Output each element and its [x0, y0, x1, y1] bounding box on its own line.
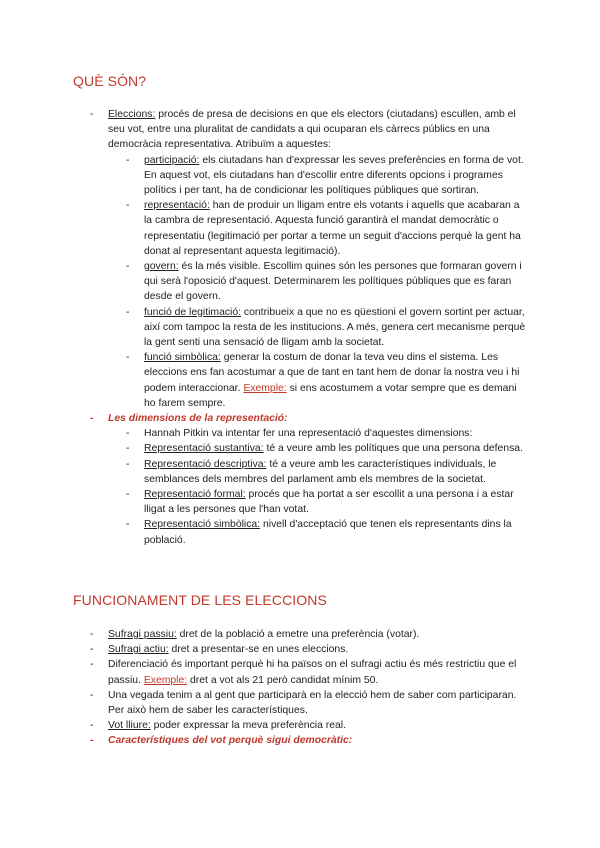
definition: Una vegada tenim a al gent que participarà en la elecció hem de saber com participaran. Per això hem de saber les característiques. — [108, 689, 517, 717]
term: Representació sustantiva: — [144, 443, 264, 455]
list-item-characteristics — [90, 733, 530, 748]
list-item-eleccions — [90, 107, 530, 411]
definition: nivell d'acceptació que tenen els representants dins la població. — [144, 519, 512, 546]
definition: procés que ha portat a ser escollit a una persona i a estar lligat a les persones que l'han votat. — [144, 489, 514, 516]
example-text: dret a vot als 21 però candidat mínim 50. — [187, 674, 379, 686]
section-title-que-son: QUÈ SÓN? — [73, 73, 147, 89]
function-item — [126, 259, 530, 305]
term: Sufragi actiu: — [108, 644, 169, 656]
definition: té a veure amb les característiques individuals, le semblances dels membres del parlament amb els membres de la societat. — [144, 458, 497, 485]
dimension-item — [126, 441, 530, 456]
intro-text: Hannah Pitkin va intentar fer una representació d'aquestes dimensions: — [144, 428, 473, 440]
definition: dret a presentar-se en unes eleccions. — [168, 644, 349, 656]
term: funció simbòlica: — [144, 352, 221, 364]
list-item — [90, 657, 530, 687]
function-item — [126, 350, 530, 411]
function-item — [126, 305, 530, 351]
definition: contribueix a que no es qüestioni el govern sortint per actuar, així com tampoc la resta de les institucions. A més, genera cert mecanisme perquè la gent senti una sensació de lligam amb la societat. — [144, 306, 526, 349]
definition: és la més visible. Escollim quines són les persones que formaran govern i qui serà l'oposició d'aquest. Determinarem les polítiques públiques que es faran desde el govern. — [144, 261, 522, 303]
list-item — [90, 688, 530, 718]
term: participació: — [144, 154, 200, 166]
section-title-funcionament: FUNCIONAMENT DE LES ELECCIONS — [73, 592, 327, 608]
term: Sufragi passiu: — [108, 629, 177, 640]
dimensions-list — [108, 426, 530, 548]
term: govern: — [144, 261, 179, 273]
dimensions-heading: Les dimensions de la representació: — [108, 413, 288, 425]
term: Vot lliure: — [108, 720, 151, 732]
list-item — [90, 718, 530, 733]
term: Representació simbòlica: — [144, 519, 261, 531]
dimension-intro — [126, 426, 530, 441]
definition: té a veure amb les polítiques que una persona defensa. — [263, 443, 523, 455]
term-eleccions: Eleccions: — [108, 109, 156, 120]
definition: poder expressar la meva preferència real. — [150, 720, 346, 732]
functions-list — [108, 153, 530, 411]
dimension-item — [126, 487, 530, 517]
term: representació: — [144, 200, 210, 212]
characteristics-heading: Característiques del vot perquè sigui democràtic: — [108, 735, 353, 747]
example-label: Exemple: — [143, 674, 188, 686]
term: funció de legitimació: — [144, 306, 242, 318]
list-item-dimensions — [90, 411, 530, 548]
term: Representació descriptiva: — [144, 458, 267, 470]
definition: generar la costum de donar la teva veu dins el sistema. Les eleccions ens fan acostumar a que de tant en tant hem de donar la nostra veu i hi podem interaccionar. — [144, 352, 520, 394]
dimension-item — [126, 517, 530, 547]
definition: els ciutadans han d'expressar les seves preferències en forma de vot. En aquest vot, els ciutadans han d'escollir entre diferents opcions i programes polítics i per tant, ha de condicionar les polítiques públiques que sortiran. — [144, 154, 524, 197]
definition: Diferenciació és important perquè hi ha països on el sufragi actiu és més restrictiu que el passiu. — [108, 659, 517, 686]
function-item — [126, 198, 530, 259]
list-item — [90, 627, 530, 642]
example-text: si ens acostumem a votar sempre que es demani ho farem sempre. — [144, 382, 517, 409]
function-item — [126, 153, 530, 199]
term: Representació formal: — [144, 489, 246, 501]
list-item — [90, 642, 530, 657]
definition: dret de la població a emetre una preferència (votar). — [176, 629, 420, 640]
dimension-item — [126, 457, 530, 487]
definition: han de produir un lligam entre els votants i aquells que acabaran a la cambra de representació. Aquesta funció garantirà el mandat democràtic o representatiu (legitimació per portar a terme un seguit d'accions perquè la gent ha donat al representant aquesta legitimació). — [144, 200, 521, 257]
example-label: Exemple: — [243, 382, 287, 394]
definition-eleccions: procés de presa de decisions en que els electors (ciutadans) escullen, amb el seu vot, entre una pluralitat de candidats a qui ocuparan els càrrecs públics en una democràcia representativa. Atribuïm a aquestes: — [108, 109, 516, 151]
section-list-funcionament — [90, 627, 530, 749]
section-list-que-son — [90, 107, 530, 548]
